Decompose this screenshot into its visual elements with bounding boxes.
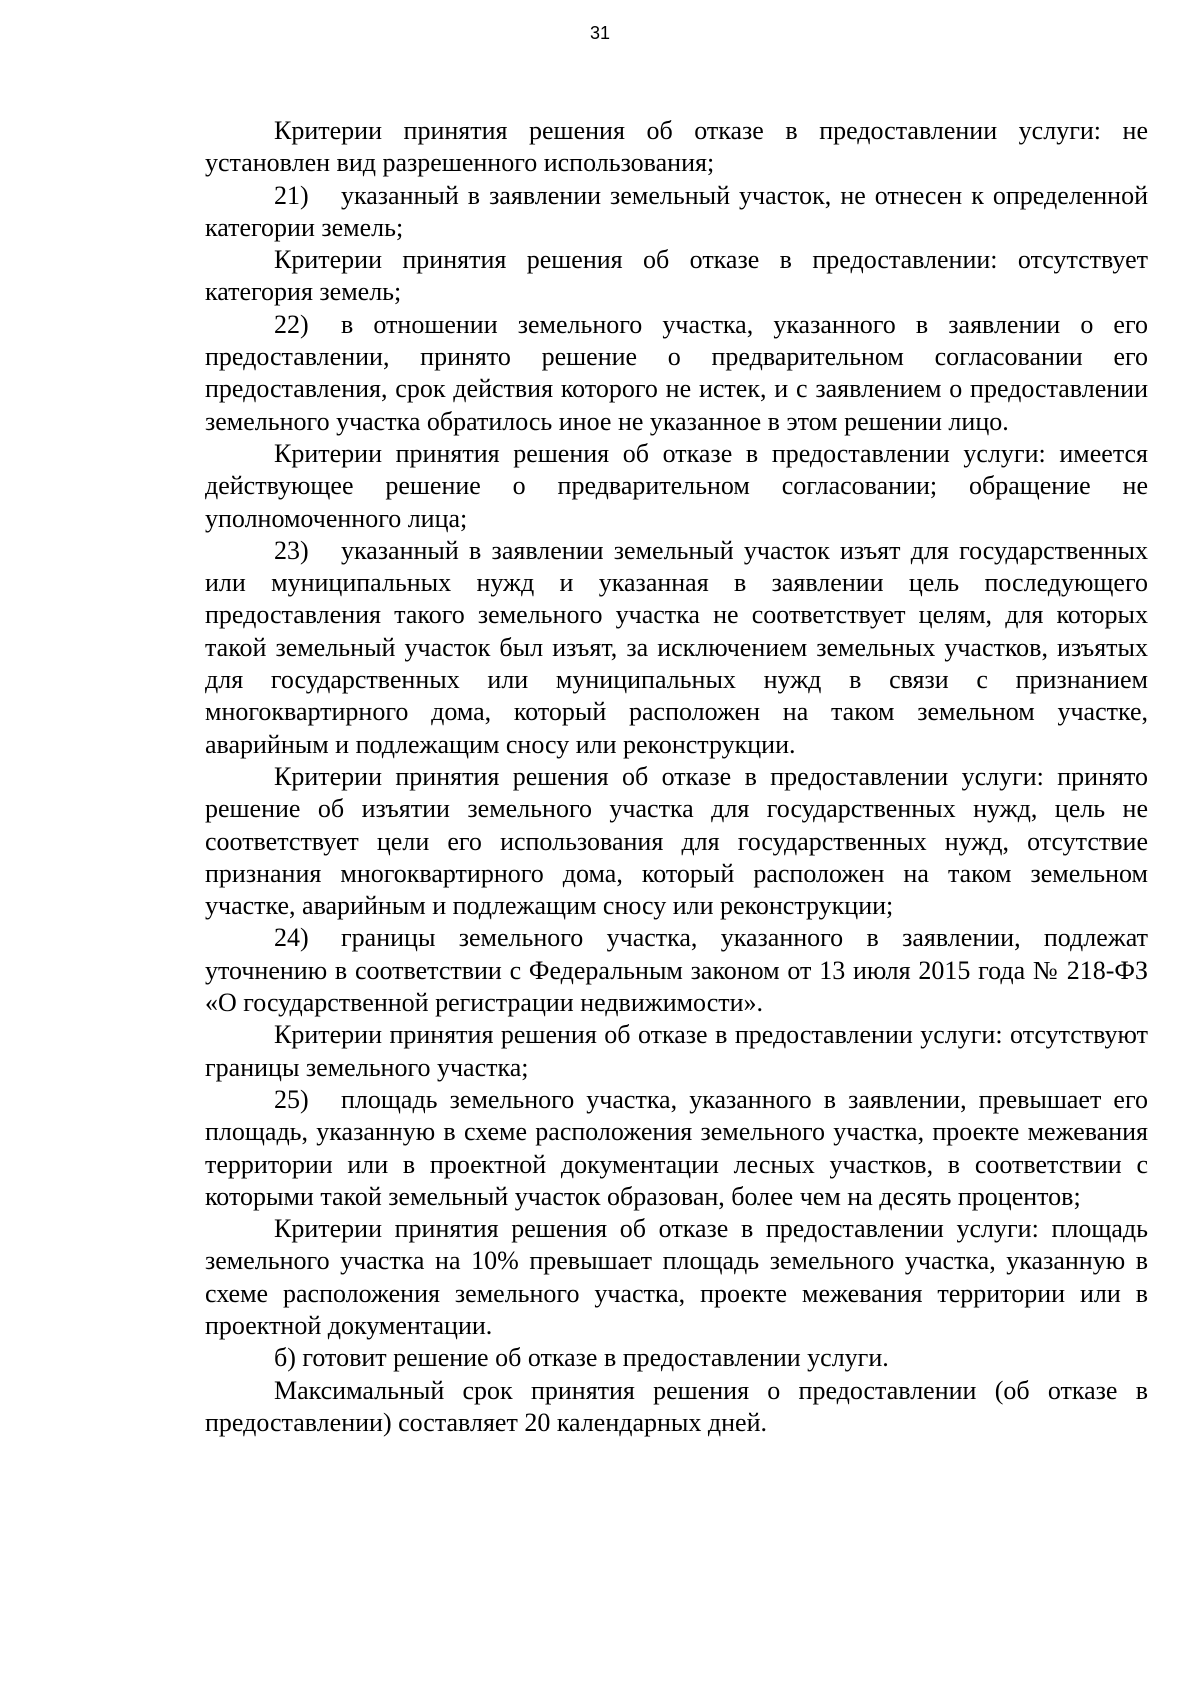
paragraph-text: Критерии принятия решения об отказе в предоставлении: отсутствует категория земель; [205,245,1148,307]
paragraph-refusal-decision [205,1342,1148,1374]
paragraph-text: Критерии принятия решения об отказе в предоставлении услуги: площадь земельного участка на 10% превышает площадь земельного участка, указанную в схеме расположения земельного участка, проекте межевания территории или в проектной документации. [205,1214,1148,1340]
paragraph-item-21 [205,180,1148,245]
paragraph-criteria-area [205,1213,1148,1342]
paragraph-text: Максимальный срок принятия решения о предоставлении (об отказе в предоставлении) составляет 20 календарных дней. [205,1375,1148,1437]
paragraph-text: Критерии принятия решения об отказе в предоставлении услуги: имеется действующее решение о предварительном согласовании; обращение не уполномоченного лица; [205,438,1148,533]
paragraph-criteria-permitted-use [205,115,1148,180]
paragraph-text: указанный в заявлении земельный участок, не отнесен к определенной категории земель; [205,180,1148,242]
paragraph-criteria-land-category [205,244,1148,309]
page-number: 31 [589,23,611,43]
paragraph-text: в отношении земельного участка, указанного в заявлении о его предоставлении, принято решение о предварительном согласовании его предоставления, срок действия которого не истек, и с заявлением о предоставлении земельного участка обратилось иное не указанное в этом решении лицо. [205,309,1148,436]
item-number: 22) [274,309,309,339]
paragraph-text: площадь земельного участка, указанного в заявлении, превышает его площадь, указанную в схеме расположения земельного участка, проекте межевания территории или в проектной документации лесных участков, в соответствии с которыми такой земельный участок образован, более чем на десять процентов; [205,1084,1148,1211]
paragraph-text: Критерии принятия решения об отказе в предоставлении услуги: отсутствуют границы земельного участка; [205,1020,1148,1082]
paragraph-criteria-preliminary-approval [205,438,1148,535]
paragraph-item-23 [205,535,1148,761]
item-number: 24) [274,923,309,953]
item-number: 21) [274,180,309,210]
paragraph-text: границы земельного участка, указанного в заявлении, подлежат уточнению в соответствии с Федеральным законом от 13 июля 2015 года № 218-ФЗ «О государственной регистрации недвижимости». [205,923,1148,1018]
paragraph-text: указанный в заявлении земельный участок изъят для государственных или муниципальных нужд и указанная в заявлении цель последующего предоставления такого земельного участка не соответствует целям, для которых такой земельный участок был изъят, за исключением земельных участков, изъятых для государственных или муниципальных нужд в связи с признанием многоквартирного дома, который расположен на таком земельном участке, аварийным и подлежащим сносу или реконструкции. [205,535,1148,759]
item-number: 25) [274,1084,309,1114]
paragraph-item-24 [205,922,1148,1019]
paragraph-item-22 [205,309,1148,438]
paragraph-text: б) готовит решение об отказе в предоставлении услуги. [274,1343,889,1373]
document-body [205,115,1148,1439]
item-number: 23) [274,535,309,565]
paragraph-text: Критерии принятия решения об отказе в предоставлении услуги: принято решение об изъятии земельного участка для государственных нужд, цель не соответствует цели его использования для государственных нужд, отсутствие признания многоквартирного дома, который расположен на таком земельном участке, аварийным и подлежащим сносу или реконструкции; [205,761,1148,921]
paragraph-criteria-boundaries [205,1019,1148,1084]
paragraph-text: Критерии принятия решения об отказе в предоставлении услуги: не установлен вид разрешенного использования; [205,116,1148,178]
paragraph-criteria-seizure [205,761,1148,922]
paragraph-max-term [205,1375,1148,1440]
paragraph-item-25 [205,1084,1148,1213]
